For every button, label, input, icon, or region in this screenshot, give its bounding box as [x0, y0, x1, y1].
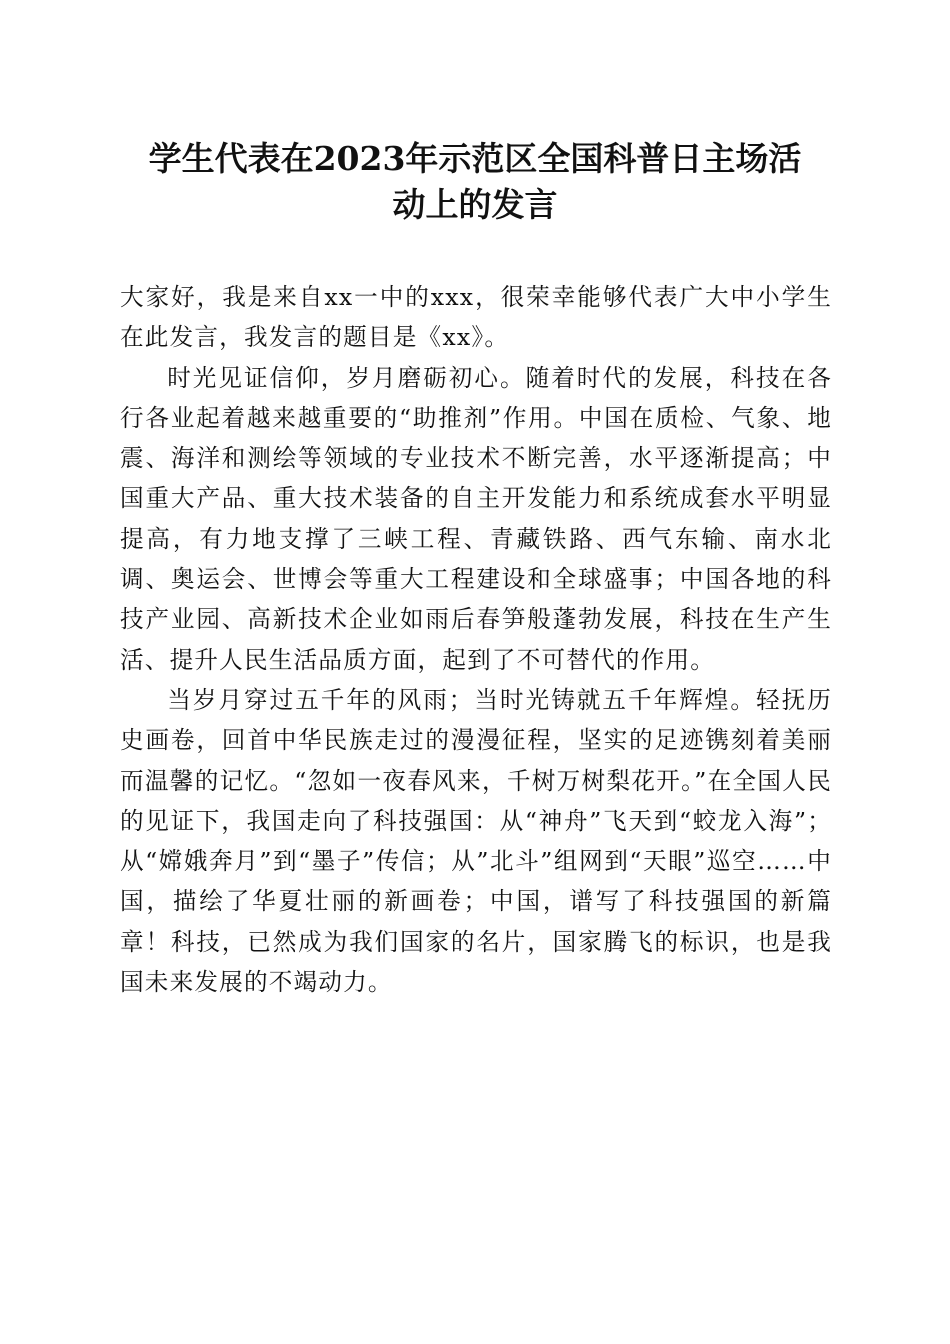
paragraph-history-achievements: 当岁月穿过五千年的风雨；当时光铸就五千年辉煌。轻抚历史画卷，回首中华民族走过的漫漫征程，坚实的足迹镌刻着美丽而温馨的记忆。“忽如一夜春风来，千树万树梨花开。”在全国人民的见证下，我国走向了科技强国：从“神舟”飞天到“蛟龙入海”；从“嫦娥奔月”到“墨子”传信；从”北斗”组网到“天眼”巡空……中国，描绘了华夏壮丽的新画卷；中国，谱写了科技强国的新篇章！科技，已然成为我们国家的名片，国家腾飞的标识，也是我国未来发展的不竭动力。 [120, 685, 832, 997]
title-line-1: 学生代表在2023年示范区全国科普日主场活 [148, 139, 802, 178]
document-title [110, 136, 840, 228]
paragraph-technology-development: 时光见证信仰，岁月磨砺初心。随着时代的发展，科技在各行各业起着越来越重要的“助推剂”作用。中国在质检、气象、地震、海洋和测绘等领域的专业技术不断完善，水平逐渐提高；中国重大产品、重大技术装备的自主开发能力和系统成套水平明显提高，有力地支撑了三峡工程、青藏铁路、西气东输、南水北调、奥运会、世博会等重大工程建设和全球盛事；中国各地的科技产业园、高新技术企业如雨后春笋般蓬勃发展，科技在生产生活、提升人民生活品质方面，起到了不可替代的作用。 [120, 363, 832, 674]
paragraph-greeting: 大家好，我是来自xx一中的xxx，很荣幸能够代表广大中小学生在此发言，我发言的题目是《xx》。 [120, 283, 832, 352]
document-body [120, 277, 832, 1002]
title-line-2: 动上的发言 [392, 185, 558, 224]
